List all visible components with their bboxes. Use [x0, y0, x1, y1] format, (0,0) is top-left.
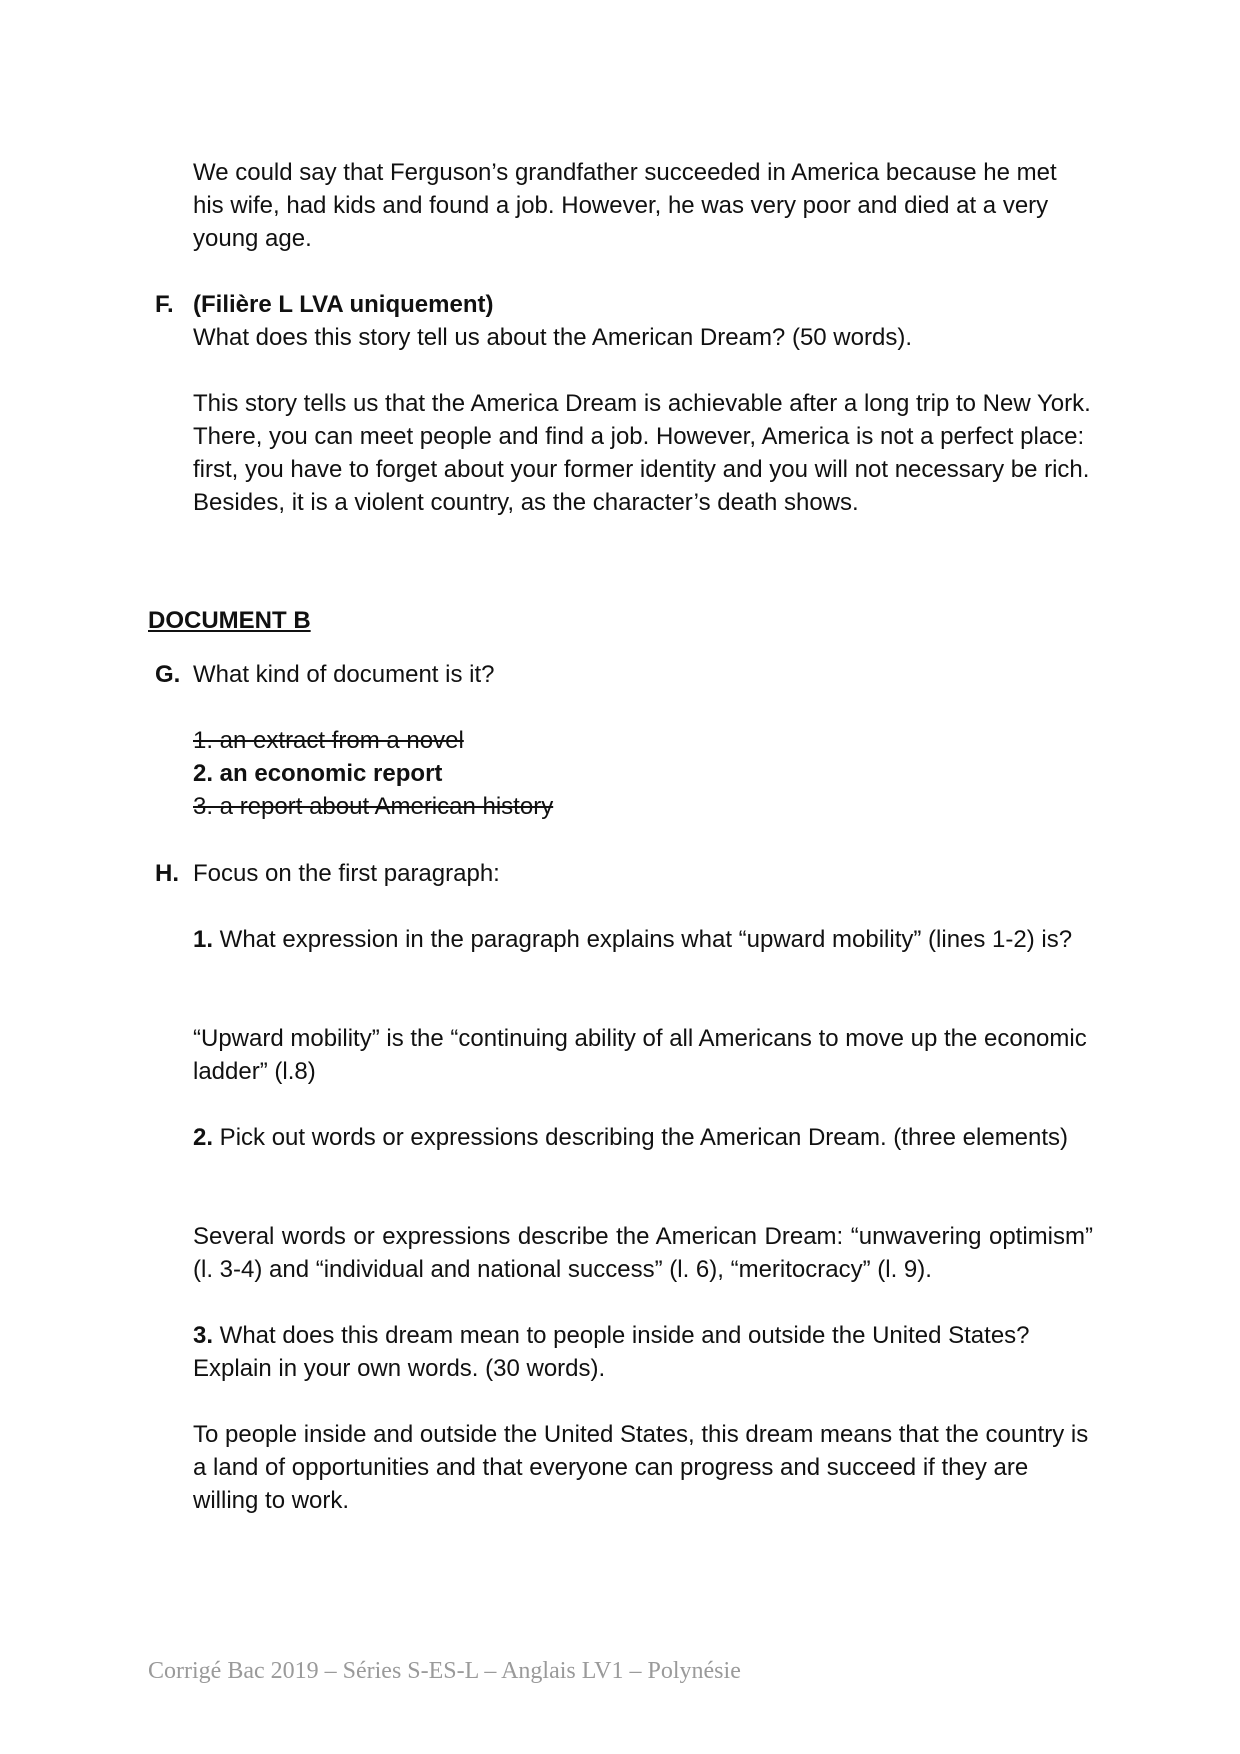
- question-f-answer: This story tells us that the America Dream is achievable after a long trip to New York. There, you can meet people and find a job. However, America is not a perfect place: first, you have to forget about your former identity and you will not necessary be rich. Besides, it is a violent country, as the character’s death shows.: [193, 390, 1091, 516]
- option-2-selected: 2. an economic report: [193, 760, 443, 787]
- question-h3-number: 3.: [193, 1322, 214, 1349]
- question-h3: [193, 1319, 1093, 1385]
- answer-h1: “Upward mobility” is the “continuing ability of all Americans to move up the economic ladder” (l.8): [193, 1025, 1087, 1085]
- question-f-title: (Filière L LVA uniquement): [193, 291, 494, 318]
- document-b-heading: DOCUMENT B: [148, 607, 311, 634]
- question-h2-text: Pick out words or expressions describing the American Dream. (three elements): [213, 1124, 1069, 1151]
- question-h1-number: 1.: [193, 926, 214, 953]
- ferguson-answer: We could say that Ferguson’s grandfather succeeded in America because he met his wife, had kids and found a job. However, he was very poor and died at a very young age.: [193, 159, 1057, 252]
- question-letter-g: G.: [155, 661, 181, 688]
- question-h2-number: 2.: [193, 1124, 214, 1151]
- question-h3-text: What does this dream mean to people inside and outside the United States? Explain in your own words. (30 words).: [193, 1322, 1030, 1382]
- question-g-text: What kind of document is it?: [193, 661, 495, 688]
- question-letter-h: H.: [155, 860, 179, 887]
- option-3-struck: 3. a report about American history: [193, 793, 554, 820]
- page-footer: Corrigé Bac 2019 – Séries S-ES-L – Anglais LV1 – Polynésie: [148, 1658, 741, 1684]
- question-h1-text: What expression in the paragraph explains what “upward mobility” (lines 1-2) is?: [213, 926, 1073, 953]
- question-f-text: What does this story tell us about the American Dream? (50 words).: [193, 324, 912, 351]
- option-1-struck: 1. an extract from a novel: [193, 727, 464, 754]
- question-h1: [193, 923, 1093, 956]
- question-letter-f: F.: [155, 291, 174, 318]
- question-h2: [193, 1121, 1093, 1154]
- answer-h2: Several words or expressions describe the American Dream: “unwavering optimism” (l. 3-4) and “individual and national success” (l. 6), “meritocracy” (l. 9).: [193, 1223, 1093, 1283]
- question-h-intro: Focus on the first paragraph:: [193, 860, 500, 887]
- answer-h3: To people inside and outside the United States, this dream means that the country is a land of opportunities and that everyone can progress and succeed if they are willing to work.: [193, 1421, 1089, 1514]
